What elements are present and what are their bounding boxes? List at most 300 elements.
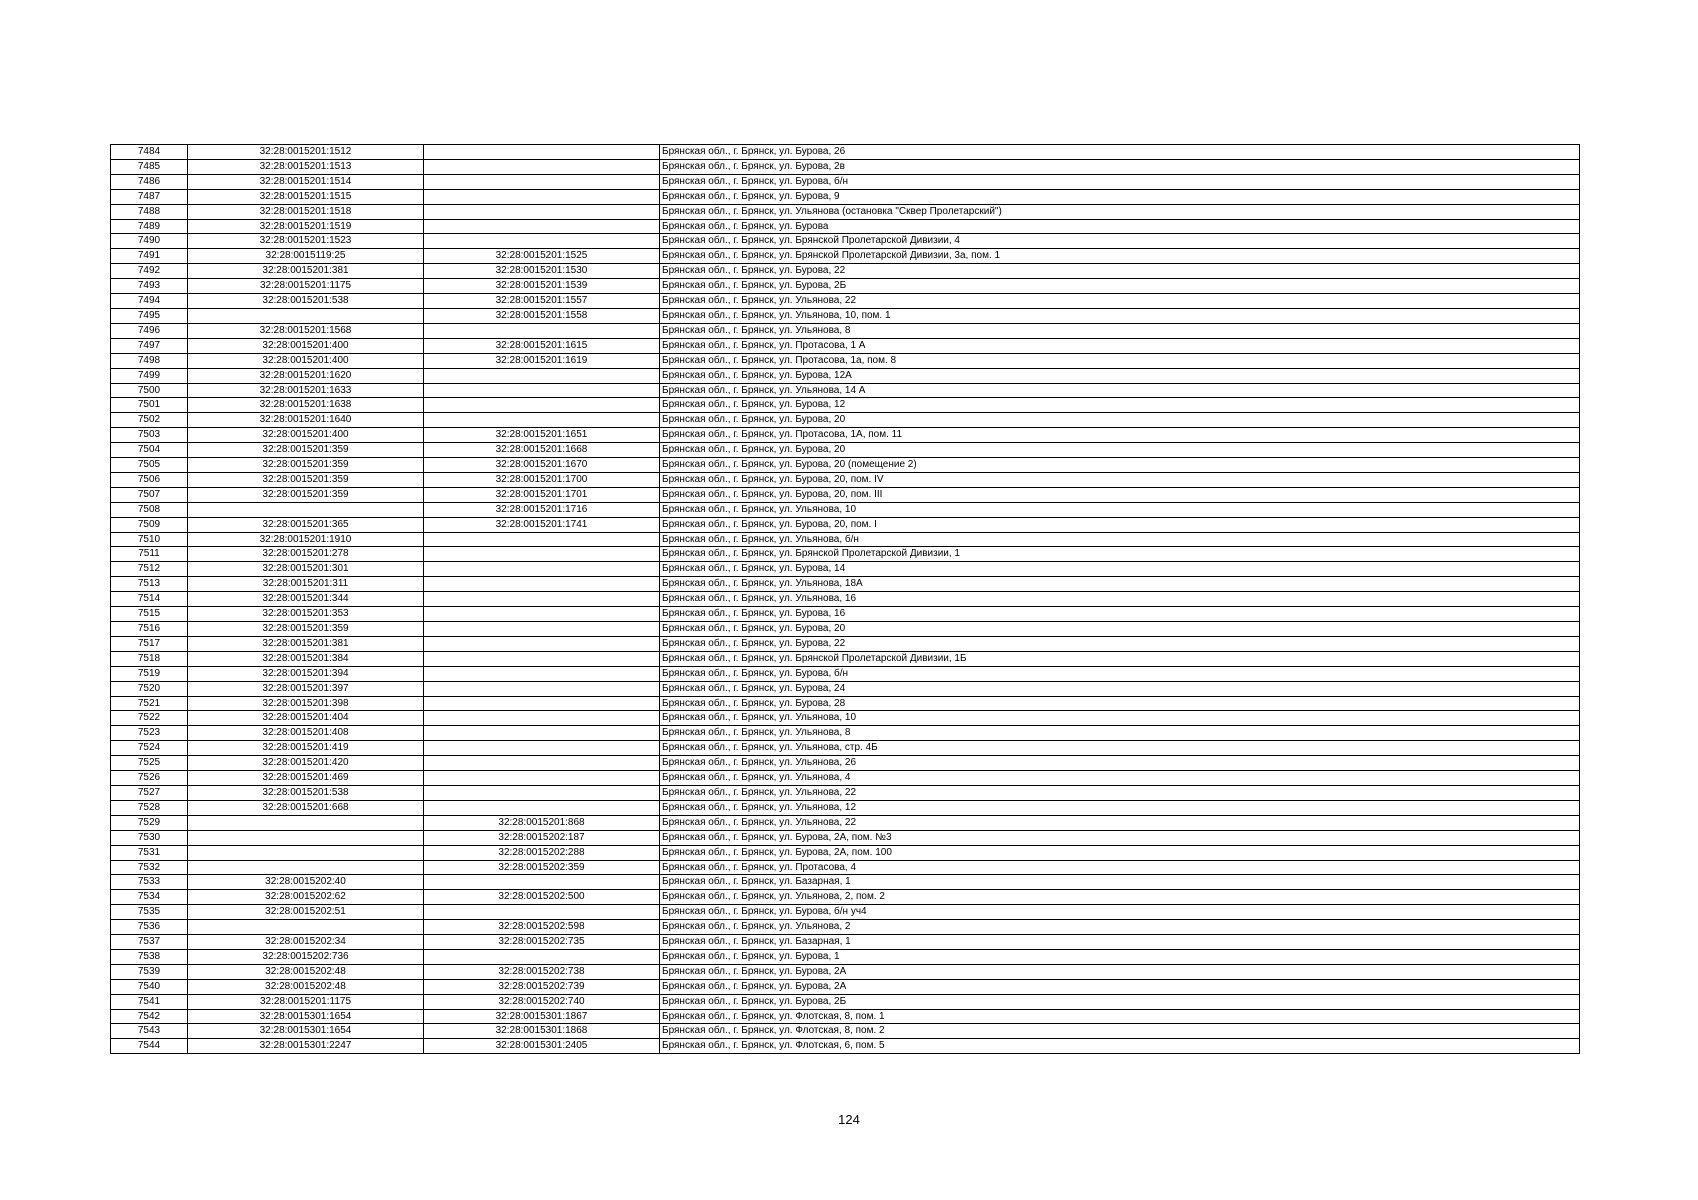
parcel-number-cell: 32:28:0015201:381 bbox=[188, 636, 424, 651]
object-number-cell bbox=[424, 577, 660, 592]
address-cell: Брянская обл., г. Брянск, ул. Бурова, 2А, пом. 100 bbox=[660, 845, 1580, 860]
object-number-cell: 32:28:0015201:1716 bbox=[424, 502, 660, 517]
object-number-cell: 32:28:0015202:359 bbox=[424, 860, 660, 875]
row-number-cell: 7502 bbox=[111, 413, 188, 428]
parcel-number-cell: 32:28:0015201:668 bbox=[188, 800, 424, 815]
table-row bbox=[111, 234, 1580, 249]
address-cell: Брянская обл., г. Брянск, ул. Ульянова, 4 bbox=[660, 771, 1580, 786]
parcel-number-cell: 32:28:0015201:400 bbox=[188, 353, 424, 368]
parcel-number-cell: 32:28:0015201:1638 bbox=[188, 398, 424, 413]
address-cell: Брянская обл., г. Брянск, ул. Ульянова, 10 bbox=[660, 711, 1580, 726]
object-number-cell bbox=[424, 696, 660, 711]
object-number-cell bbox=[424, 651, 660, 666]
address-cell: Брянская обл., г. Брянск, ул. Брянской Пролетарской Дивизии, 1 bbox=[660, 547, 1580, 562]
row-number-cell: 7507 bbox=[111, 487, 188, 502]
row-number-cell: 7539 bbox=[111, 964, 188, 979]
row-number-cell: 7491 bbox=[111, 249, 188, 264]
parcel-number-cell: 32:28:0015201:538 bbox=[188, 294, 424, 309]
row-number-cell: 7486 bbox=[111, 174, 188, 189]
parcel-number-cell: 32:28:0015201:1518 bbox=[188, 204, 424, 219]
table-row bbox=[111, 577, 1580, 592]
address-cell: Брянская обл., г. Брянск, ул. Ульянова, 22 bbox=[660, 815, 1580, 830]
row-number-cell: 7533 bbox=[111, 875, 188, 890]
address-cell: Брянская обл., г. Брянск, ул. Бурова, 20, пом. III bbox=[660, 487, 1580, 502]
object-number-cell: 32:28:0015202:187 bbox=[424, 830, 660, 845]
object-number-cell: 32:28:0015202:500 bbox=[424, 890, 660, 905]
parcel-number-cell: 32:28:0015201:381 bbox=[188, 264, 424, 279]
row-number-cell: 7508 bbox=[111, 502, 188, 517]
address-cell: Брянская обл., г. Брянск, ул. Ульянова, 26 bbox=[660, 756, 1580, 771]
row-number-cell: 7524 bbox=[111, 741, 188, 756]
parcel-number-cell: 32:28:0015201:1175 bbox=[188, 994, 424, 1009]
table-row bbox=[111, 935, 1580, 950]
table-row bbox=[111, 532, 1580, 547]
object-number-cell: 32:28:0015201:868 bbox=[424, 815, 660, 830]
address-cell: Брянская обл., г. Брянск, ул. Ульянова, 14 А bbox=[660, 383, 1580, 398]
table-row bbox=[111, 964, 1580, 979]
object-number-cell bbox=[424, 592, 660, 607]
table-row bbox=[111, 800, 1580, 815]
row-number-cell: 7515 bbox=[111, 607, 188, 622]
address-cell: Брянская обл., г. Брянск, ул. Бурова, 22 bbox=[660, 264, 1580, 279]
parcel-number-cell: 32:28:0015201:359 bbox=[188, 487, 424, 502]
row-number-cell: 7513 bbox=[111, 577, 188, 592]
parcel-number-cell: 32:28:0015201:1910 bbox=[188, 532, 424, 547]
row-number-cell: 7489 bbox=[111, 219, 188, 234]
table-row bbox=[111, 472, 1580, 487]
object-number-cell bbox=[424, 145, 660, 160]
table-row bbox=[111, 398, 1580, 413]
table-row bbox=[111, 860, 1580, 875]
parcel-number-cell: 32:28:0015201:408 bbox=[188, 726, 424, 741]
row-number-cell: 7505 bbox=[111, 458, 188, 473]
page-number: 124 bbox=[838, 1112, 860, 1127]
table-row bbox=[111, 711, 1580, 726]
row-number-cell: 7530 bbox=[111, 830, 188, 845]
parcel-number-cell: 32:28:0015301:1654 bbox=[188, 1024, 424, 1039]
parcel-number-cell: 32:28:0015201:1633 bbox=[188, 383, 424, 398]
parcel-number-cell bbox=[188, 308, 424, 323]
row-number-cell: 7523 bbox=[111, 726, 188, 741]
address-cell: Брянская обл., г. Брянск, ул. Брянской Пролетарской Дивизии, 3а, пом. 1 bbox=[660, 249, 1580, 264]
object-number-cell: 32:28:0015202:739 bbox=[424, 979, 660, 994]
address-cell: Брянская обл., г. Брянск, ул. Ульянова, 22 bbox=[660, 785, 1580, 800]
object-number-cell: 32:28:0015301:2405 bbox=[424, 1039, 660, 1054]
table-row bbox=[111, 651, 1580, 666]
row-number-cell: 7522 bbox=[111, 711, 188, 726]
object-number-cell bbox=[424, 726, 660, 741]
parcel-number-cell: 32:28:0015301:2247 bbox=[188, 1039, 424, 1054]
address-cell: Брянская обл., г. Брянск, ул. Ульянова, 12 bbox=[660, 800, 1580, 815]
row-number-cell: 7487 bbox=[111, 189, 188, 204]
parcel-number-cell: 32:28:0015201:359 bbox=[188, 472, 424, 487]
table-row bbox=[111, 264, 1580, 279]
object-number-cell: 32:28:0015201:1539 bbox=[424, 279, 660, 294]
parcel-number-cell: 32:28:0015201:359 bbox=[188, 443, 424, 458]
table-row bbox=[111, 174, 1580, 189]
parcel-number-cell: 32:28:0015201:397 bbox=[188, 681, 424, 696]
address-cell: Брянская обл., г. Брянск, ул. Брянской Пролетарской Дивизии, 4 bbox=[660, 234, 1580, 249]
table-row bbox=[111, 219, 1580, 234]
address-cell: Брянская обл., г. Брянск, ул. Бурова, 2А, пом. №3 bbox=[660, 830, 1580, 845]
table-row bbox=[111, 636, 1580, 651]
registry-table bbox=[110, 144, 1580, 1054]
row-number-cell: 7542 bbox=[111, 1009, 188, 1024]
parcel-number-cell: 32:28:0015201:1568 bbox=[188, 323, 424, 338]
address-cell: Брянская обл., г. Брянск, ул. Бурова, 28 bbox=[660, 696, 1580, 711]
table-row bbox=[111, 547, 1580, 562]
table-row bbox=[111, 368, 1580, 383]
row-number-cell: 7494 bbox=[111, 294, 188, 309]
row-number-cell: 7529 bbox=[111, 815, 188, 830]
address-cell: Брянская обл., г. Брянск, ул. Ульянова, 16 bbox=[660, 592, 1580, 607]
parcel-number-cell: 32:28:0015202:736 bbox=[188, 949, 424, 964]
row-number-cell: 7485 bbox=[111, 159, 188, 174]
address-cell: Брянская обл., г. Брянск, ул. Бурова, 20 (помещение 2) bbox=[660, 458, 1580, 473]
row-number-cell: 7531 bbox=[111, 845, 188, 860]
object-number-cell bbox=[424, 547, 660, 562]
object-number-cell: 32:28:0015202:598 bbox=[424, 920, 660, 935]
address-cell: Брянская обл., г. Брянск, ул. Бурова, 20, пом. I bbox=[660, 517, 1580, 532]
row-number-cell: 7536 bbox=[111, 920, 188, 935]
object-number-cell bbox=[424, 636, 660, 651]
row-number-cell: 7514 bbox=[111, 592, 188, 607]
row-number-cell: 7496 bbox=[111, 323, 188, 338]
table-row bbox=[111, 204, 1580, 219]
object-number-cell: 32:28:0015201:1619 bbox=[424, 353, 660, 368]
address-cell: Брянская обл., г. Брянск, ул. Ульянова, 2 bbox=[660, 920, 1580, 935]
object-number-cell: 32:28:0015301:1868 bbox=[424, 1024, 660, 1039]
object-number-cell: 32:28:0015202:735 bbox=[424, 935, 660, 950]
row-number-cell: 7521 bbox=[111, 696, 188, 711]
object-number-cell bbox=[424, 875, 660, 890]
address-cell: Брянская обл., г. Брянск, ул. Бурова, 20 bbox=[660, 413, 1580, 428]
object-number-cell bbox=[424, 159, 660, 174]
table-row bbox=[111, 338, 1580, 353]
row-number-cell: 7510 bbox=[111, 532, 188, 547]
object-number-cell bbox=[424, 398, 660, 413]
object-number-cell: 32:28:0015201:1525 bbox=[424, 249, 660, 264]
table-row bbox=[111, 249, 1580, 264]
address-cell: Брянская обл., г. Брянск, ул. Бурова, 22 bbox=[660, 636, 1580, 651]
row-number-cell: 7492 bbox=[111, 264, 188, 279]
parcel-number-cell bbox=[188, 920, 424, 935]
address-cell: Брянская обл., г. Брянск, ул. Протасова, 1А, пом. 11 bbox=[660, 428, 1580, 443]
object-number-cell bbox=[424, 622, 660, 637]
parcel-number-cell: 32:28:0015202:40 bbox=[188, 875, 424, 890]
object-number-cell bbox=[424, 711, 660, 726]
address-cell: Брянская обл., г. Брянск, ул. Ульянова, 18А bbox=[660, 577, 1580, 592]
parcel-number-cell: 32:28:0015201:1620 bbox=[188, 368, 424, 383]
row-number-cell: 7535 bbox=[111, 905, 188, 920]
parcel-number-cell: 32:28:0015301:1654 bbox=[188, 1009, 424, 1024]
row-number-cell: 7517 bbox=[111, 636, 188, 651]
row-number-cell: 7504 bbox=[111, 443, 188, 458]
table-row bbox=[111, 383, 1580, 398]
row-number-cell: 7525 bbox=[111, 756, 188, 771]
address-cell: Брянская обл., г. Брянск, ул. Бурова, б/н bbox=[660, 174, 1580, 189]
parcel-number-cell: 32:28:0015201:398 bbox=[188, 696, 424, 711]
address-cell: Брянская обл., г. Брянск, ул. Флотская, 8, пом. 1 bbox=[660, 1009, 1580, 1024]
table-row bbox=[111, 1039, 1580, 1054]
parcel-number-cell bbox=[188, 860, 424, 875]
table-row bbox=[111, 607, 1580, 622]
parcel-number-cell: 32:28:0015201:384 bbox=[188, 651, 424, 666]
address-cell: Брянская обл., г. Брянск, ул. Бурова, 12А bbox=[660, 368, 1580, 383]
row-number-cell: 7527 bbox=[111, 785, 188, 800]
table-row bbox=[111, 875, 1580, 890]
parcel-number-cell: 32:28:0015201:1519 bbox=[188, 219, 424, 234]
row-number-cell: 7537 bbox=[111, 935, 188, 950]
object-number-cell: 32:28:0015201:1741 bbox=[424, 517, 660, 532]
table-row bbox=[111, 979, 1580, 994]
row-number-cell: 7484 bbox=[111, 145, 188, 160]
object-number-cell bbox=[424, 383, 660, 398]
object-number-cell bbox=[424, 413, 660, 428]
table-row bbox=[111, 562, 1580, 577]
row-number-cell: 7538 bbox=[111, 949, 188, 964]
row-number-cell: 7501 bbox=[111, 398, 188, 413]
table-row bbox=[111, 1024, 1580, 1039]
address-cell: Брянская обл., г. Брянск, ул. Бурова, б/н bbox=[660, 666, 1580, 681]
row-number-cell: 7528 bbox=[111, 800, 188, 815]
address-cell: Брянская обл., г. Брянск, ул. Бурова, 24 bbox=[660, 681, 1580, 696]
parcel-number-cell: 32:28:0015201:400 bbox=[188, 338, 424, 353]
table-row bbox=[111, 622, 1580, 637]
parcel-number-cell: 32:28:0015201:404 bbox=[188, 711, 424, 726]
parcel-number-cell: 32:28:0015201:1513 bbox=[188, 159, 424, 174]
row-number-cell: 7499 bbox=[111, 368, 188, 383]
address-cell: Брянская обл., г. Брянск, ул. Ульянова, б/н bbox=[660, 532, 1580, 547]
object-number-cell: 32:28:0015202:740 bbox=[424, 994, 660, 1009]
table-row bbox=[111, 413, 1580, 428]
row-number-cell: 7543 bbox=[111, 1024, 188, 1039]
row-number-cell: 7493 bbox=[111, 279, 188, 294]
address-cell: Брянская обл., г. Брянск, ул. Бурова, 1 bbox=[660, 949, 1580, 964]
parcel-number-cell: 32:28:0015201:1512 bbox=[188, 145, 424, 160]
row-number-cell: 7506 bbox=[111, 472, 188, 487]
parcel-number-cell: 32:28:0015202:48 bbox=[188, 979, 424, 994]
table-row bbox=[111, 845, 1580, 860]
address-cell: Брянская обл., г. Брянск, ул. Ульянова, 10, пом. 1 bbox=[660, 308, 1580, 323]
object-number-cell: 32:28:0015201:1651 bbox=[424, 428, 660, 443]
object-number-cell bbox=[424, 368, 660, 383]
table-row bbox=[111, 502, 1580, 517]
address-cell: Брянская обл., г. Брянск, ул. Ульянова, 8 bbox=[660, 323, 1580, 338]
address-cell: Брянская обл., г. Брянск, ул. Флотская, 6, пом. 5 bbox=[660, 1039, 1580, 1054]
row-number-cell: 7495 bbox=[111, 308, 188, 323]
address-cell: Брянская обл., г. Брянск, ул. Бурова, 2А bbox=[660, 964, 1580, 979]
table-row bbox=[111, 756, 1580, 771]
parcel-number-cell bbox=[188, 830, 424, 845]
table-row bbox=[111, 771, 1580, 786]
address-cell: Брянская обл., г. Брянск, ул. Бурова, 20 bbox=[660, 443, 1580, 458]
row-number-cell: 7500 bbox=[111, 383, 188, 398]
table-row bbox=[111, 830, 1580, 845]
address-cell: Брянская обл., г. Брянск, ул. Бурова, 20 bbox=[660, 622, 1580, 637]
table-row bbox=[111, 726, 1580, 741]
table-row bbox=[111, 353, 1580, 368]
object-number-cell: 32:28:0015201:1557 bbox=[424, 294, 660, 309]
address-cell: Брянская обл., г. Брянск, ул. Ульянова, 22 bbox=[660, 294, 1580, 309]
object-number-cell bbox=[424, 756, 660, 771]
parcel-number-cell: 32:28:0015201:420 bbox=[188, 756, 424, 771]
object-number-cell bbox=[424, 189, 660, 204]
address-cell: Брянская обл., г. Брянск, ул. Бурова, 14 bbox=[660, 562, 1580, 577]
row-number-cell: 7519 bbox=[111, 666, 188, 681]
object-number-cell bbox=[424, 666, 660, 681]
row-number-cell: 7498 bbox=[111, 353, 188, 368]
object-number-cell bbox=[424, 204, 660, 219]
row-number-cell: 7520 bbox=[111, 681, 188, 696]
registry-table-body bbox=[111, 145, 1580, 1054]
object-number-cell: 32:28:0015201:1615 bbox=[424, 338, 660, 353]
parcel-number-cell: 32:28:0015201:301 bbox=[188, 562, 424, 577]
row-number-cell: 7516 bbox=[111, 622, 188, 637]
object-number-cell: 32:28:0015201:1530 bbox=[424, 264, 660, 279]
table-row bbox=[111, 994, 1580, 1009]
address-cell: Брянская обл., г. Брянск, ул. Бурова, 26 bbox=[660, 145, 1580, 160]
row-number-cell: 7497 bbox=[111, 338, 188, 353]
object-number-cell bbox=[424, 681, 660, 696]
table-row bbox=[111, 323, 1580, 338]
object-number-cell bbox=[424, 323, 660, 338]
table-row bbox=[111, 890, 1580, 905]
address-cell: Брянская обл., г. Брянск, ул. Ульянова, стр. 4Б bbox=[660, 741, 1580, 756]
address-cell: Брянская обл., г. Брянск, ул. Бурова, 16 bbox=[660, 607, 1580, 622]
parcel-number-cell: 32:28:0015201:538 bbox=[188, 785, 424, 800]
address-cell: Брянская обл., г. Брянск, ул. Бурова, 9 bbox=[660, 189, 1580, 204]
parcel-number-cell: 32:28:0015119:25 bbox=[188, 249, 424, 264]
address-cell: Брянская обл., г. Брянск, ул. Бурова, 2А bbox=[660, 979, 1580, 994]
object-number-cell bbox=[424, 234, 660, 249]
parcel-number-cell: 32:28:0015202:48 bbox=[188, 964, 424, 979]
address-cell: Брянская обл., г. Брянск, ул. Ульянова, 2, пом. 2 bbox=[660, 890, 1580, 905]
parcel-number-cell bbox=[188, 845, 424, 860]
parcel-number-cell bbox=[188, 502, 424, 517]
table-row bbox=[111, 815, 1580, 830]
object-number-cell: 32:28:0015201:1700 bbox=[424, 472, 660, 487]
object-number-cell: 32:28:0015202:738 bbox=[424, 964, 660, 979]
table-row bbox=[111, 949, 1580, 964]
table-row bbox=[111, 279, 1580, 294]
table-row bbox=[111, 487, 1580, 502]
table-row bbox=[111, 294, 1580, 309]
parcel-number-cell: 32:28:0015201:365 bbox=[188, 517, 424, 532]
row-number-cell: 7544 bbox=[111, 1039, 188, 1054]
table-row bbox=[111, 785, 1580, 800]
object-number-cell: 32:28:0015201:1558 bbox=[424, 308, 660, 323]
object-number-cell bbox=[424, 905, 660, 920]
table-row bbox=[111, 428, 1580, 443]
parcel-number-cell: 32:28:0015201:1640 bbox=[188, 413, 424, 428]
object-number-cell bbox=[424, 219, 660, 234]
address-cell: Брянская обл., г. Брянск, ул. Ульянова (остановка "Сквер Пролетарский") bbox=[660, 204, 1580, 219]
row-number-cell: 7509 bbox=[111, 517, 188, 532]
row-number-cell: 7488 bbox=[111, 204, 188, 219]
table-row bbox=[111, 696, 1580, 711]
address-cell: Брянская обл., г. Брянск, ул. Протасова, 4 bbox=[660, 860, 1580, 875]
table-row bbox=[111, 1009, 1580, 1024]
table-row bbox=[111, 741, 1580, 756]
parcel-number-cell: 32:28:0015201:311 bbox=[188, 577, 424, 592]
parcel-number-cell: 32:28:0015201:1523 bbox=[188, 234, 424, 249]
object-number-cell bbox=[424, 607, 660, 622]
parcel-number-cell: 32:28:0015201:1514 bbox=[188, 174, 424, 189]
parcel-number-cell: 32:28:0015201:1515 bbox=[188, 189, 424, 204]
parcel-number-cell: 32:28:0015202:62 bbox=[188, 890, 424, 905]
address-cell: Брянская обл., г. Брянск, ул. Бурова, 2в bbox=[660, 159, 1580, 174]
parcel-number-cell: 32:28:0015202:34 bbox=[188, 935, 424, 950]
row-number-cell: 7534 bbox=[111, 890, 188, 905]
table-row bbox=[111, 517, 1580, 532]
table-row bbox=[111, 308, 1580, 323]
table-row bbox=[111, 443, 1580, 458]
parcel-number-cell: 32:28:0015201:359 bbox=[188, 458, 424, 473]
parcel-number-cell: 32:28:0015201:278 bbox=[188, 547, 424, 562]
object-number-cell: 32:28:0015202:288 bbox=[424, 845, 660, 860]
object-number-cell: 32:28:0015201:1668 bbox=[424, 443, 660, 458]
object-number-cell bbox=[424, 562, 660, 577]
table-row bbox=[111, 159, 1580, 174]
object-number-cell bbox=[424, 800, 660, 815]
parcel-number-cell bbox=[188, 815, 424, 830]
address-cell: Брянская обл., г. Брянск, ул. Базарная, 1 bbox=[660, 875, 1580, 890]
parcel-number-cell: 32:28:0015201:359 bbox=[188, 622, 424, 637]
address-cell: Брянская обл., г. Брянск, ул. Брянской Пролетарской Дивизии, 1Б bbox=[660, 651, 1580, 666]
address-cell: Брянская обл., г. Брянск, ул. Базарная, 1 bbox=[660, 935, 1580, 950]
row-number-cell: 7503 bbox=[111, 428, 188, 443]
object-number-cell bbox=[424, 771, 660, 786]
object-number-cell bbox=[424, 785, 660, 800]
address-cell: Брянская обл., г. Брянск, ул. Протасова, 1 А bbox=[660, 338, 1580, 353]
object-number-cell bbox=[424, 741, 660, 756]
address-cell: Брянская обл., г. Брянск, ул. Бурова bbox=[660, 219, 1580, 234]
object-number-cell bbox=[424, 532, 660, 547]
address-cell: Брянская обл., г. Брянск, ул. Бурова, 12 bbox=[660, 398, 1580, 413]
object-number-cell bbox=[424, 949, 660, 964]
parcel-number-cell: 32:28:0015201:394 bbox=[188, 666, 424, 681]
row-number-cell: 7490 bbox=[111, 234, 188, 249]
row-number-cell: 7540 bbox=[111, 979, 188, 994]
row-number-cell: 7541 bbox=[111, 994, 188, 1009]
parcel-number-cell: 32:28:0015201:1175 bbox=[188, 279, 424, 294]
address-cell: Брянская обл., г. Брянск, ул. Бурова, б/н уч4 bbox=[660, 905, 1580, 920]
table-row bbox=[111, 920, 1580, 935]
table-row bbox=[111, 905, 1580, 920]
address-cell: Брянская обл., г. Брянск, ул. Бурова, 20, пом. IV bbox=[660, 472, 1580, 487]
parcel-number-cell: 32:28:0015201:344 bbox=[188, 592, 424, 607]
table-row bbox=[111, 458, 1580, 473]
parcel-number-cell: 32:28:0015201:419 bbox=[188, 741, 424, 756]
address-cell: Брянская обл., г. Брянск, ул. Бурова, 2Б bbox=[660, 994, 1580, 1009]
address-cell: Брянская обл., г. Брянск, ул. Ульянова, 10 bbox=[660, 502, 1580, 517]
address-cell: Брянская обл., г. Брянск, ул. Флотская, 8, пом. 2 bbox=[660, 1024, 1580, 1039]
object-number-cell: 32:28:0015201:1670 bbox=[424, 458, 660, 473]
object-number-cell bbox=[424, 174, 660, 189]
row-number-cell: 7526 bbox=[111, 771, 188, 786]
parcel-number-cell: 32:28:0015202:51 bbox=[188, 905, 424, 920]
object-number-cell: 32:28:0015201:1701 bbox=[424, 487, 660, 502]
object-number-cell: 32:28:0015301:1867 bbox=[424, 1009, 660, 1024]
table-row bbox=[111, 145, 1580, 160]
row-number-cell: 7512 bbox=[111, 562, 188, 577]
parcel-number-cell: 32:28:0015201:353 bbox=[188, 607, 424, 622]
table-row bbox=[111, 592, 1580, 607]
address-cell: Брянская обл., г. Брянск, ул. Ульянова, 8 bbox=[660, 726, 1580, 741]
row-number-cell: 7518 bbox=[111, 651, 188, 666]
table-row bbox=[111, 189, 1580, 204]
